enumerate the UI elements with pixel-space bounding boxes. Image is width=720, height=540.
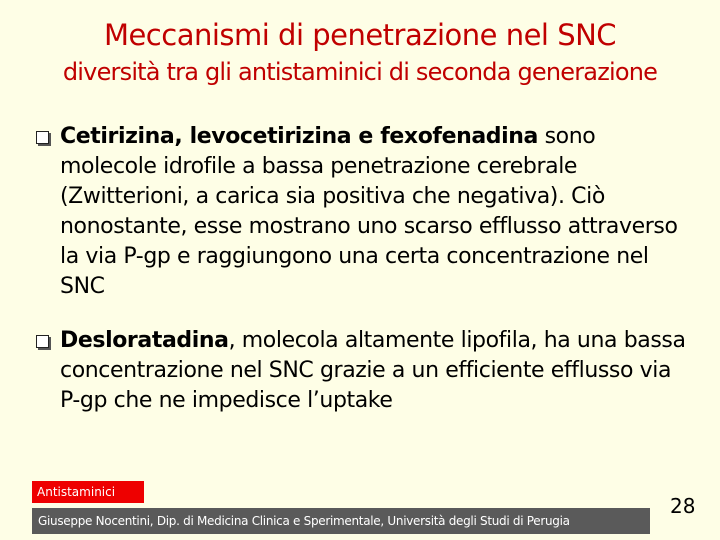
slide-title: Meccanismi di penetrazione nel SNC [103,18,617,52]
bullet-body: sono molecole idrofile a bassa penetrazione cerebrale (Zwitterioni, a carica sia positiva che negativa). Ciò nonostante, esse mostrano uno scarso efflusso attraverso la via P-gp e raggiungono una certa concentrazione nel SNC [60,124,678,299]
bullet-body: , molecola altamente lipofila, ha una bassa concentrazione nel SNC grazie a un efficiente efflusso via P-gp che ne impedisce l’uptake [60,328,686,413]
slide-subtitle: diversità tra gli antistaminici di seconda generazione [62,58,658,86]
bullet-item-desloratadina [36,326,696,416]
checkbox-bullet-icon [36,335,49,348]
page-number: 28 [670,494,696,518]
bullet-text [60,122,696,302]
bullet-text [60,326,696,416]
bullet-bold-term: Desloratadina [60,328,229,353]
bullet-bold-term: Cetirizina, levocetirizina e fexofenadina [60,124,538,149]
footer-topic-tag: Antistaminici [32,481,144,503]
bullet-item-cetirizina [36,122,696,302]
footer-author-credit: Giuseppe Nocentini, Dip. di Medicina Clinica e Sperimentale, Università degli Studi di Perugia [32,508,650,534]
checkbox-bullet-icon [36,131,49,144]
